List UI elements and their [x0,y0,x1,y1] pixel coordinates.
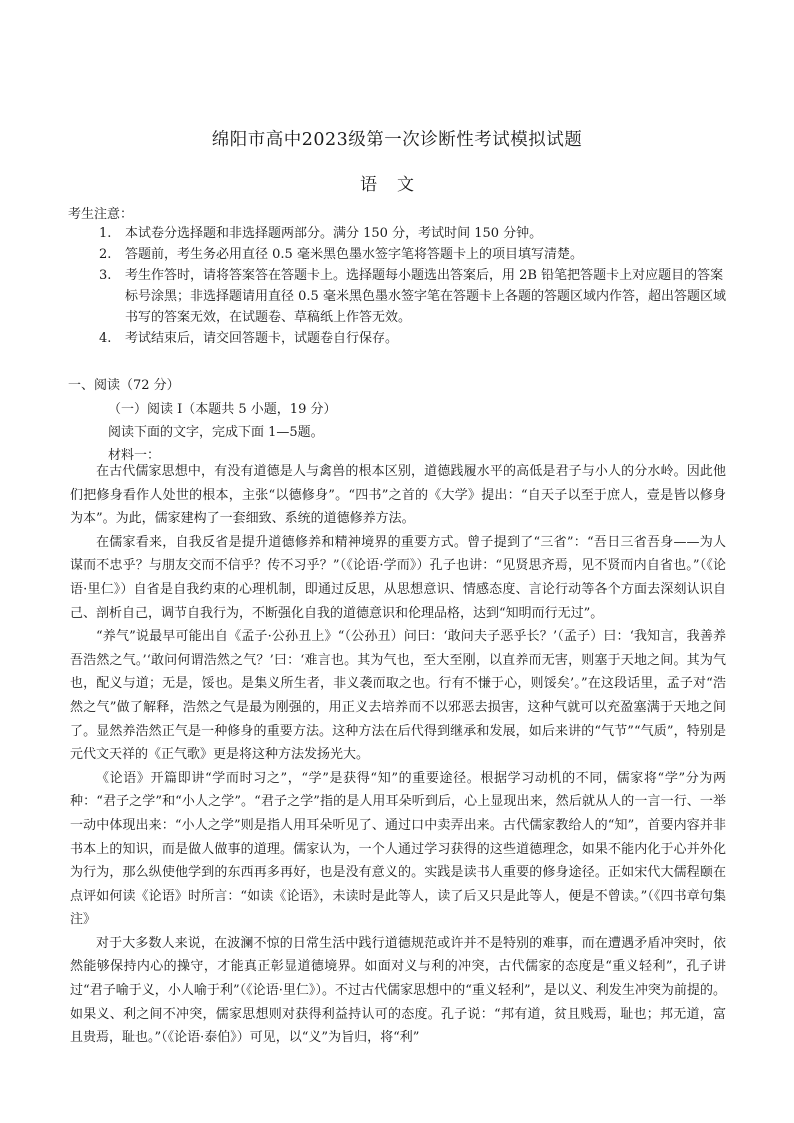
reading-instruction: 阅读下面的文字，完成下面 1—5题。 [108,425,324,440]
notice-item-text: 考试结束后，请交回答题卡，试题卷自行保存。 [125,331,399,346]
notice-item-number: 4. [99,331,112,346]
notice-item-text: 本试卷分选择题和非选择题两部分。满分 150 分，考试时间 150 分钟。 [125,226,543,241]
notice-heading: 考生注意： [68,207,134,222]
passage-paragraph: 对于大多数人来说，在波澜不惊的日常生活中践行道德规范或许并不是特别的难事，而在遭遇矛盾冲突时，依然能够保持内心的操守，才能真正彰显道德境界。如面对义与利的冲突，古代儒家的态度是“重义轻利”，孔子讲过“君子喻于义，小人喻于利”（《论语·里仁》）。不过古代儒家思想中的“重义轻利”，是以义、利发生冲突为前提的。如果义、利之间不冲突，儒家思想则对获得利益持认可的态度。孔子说：“邦有道，贫且贱焉，耻也；邦无道，富且贵焉，耻也。”（《论语·泰伯》）可见，以“义”为旨归，将“利” [70,935,726,1046]
passage-paragraph: 在儒家看来，自我反省是提升道德修养和精神境界的重要方式。曾子提到了“三省”：“吾日三省吾身——为人谋而不忠乎？与朋友交而不信乎？传不习乎？”（《论语·学而》）孔子也讲：“见贤思齐焉，见不贤而内自省也。”（《论语·里仁》）自省是自我约束的心理机制，即通过反思，从思想意识、情感态度、言论行动等各个方面去深刻认识自己、剖析自己，调节自我行为，不断强化自我的道德意识和伦理品格，达到“知明而行无过”。 [70,534,726,621]
notice-item-number: 2. [99,247,112,262]
notice-item-text: 答题前，考生务必用直径 0.5 毫米黑色墨水签字笔将答题卡上的项目填写清楚。 [125,247,583,262]
notice-item-number: 3. [99,268,112,283]
subject-title: 语文 [360,175,434,195]
passage-paragraph: 《论语》开篇即讲“学而时习之”，“学”是获得“知”的重要途径。根据学习动机的不同，儒家将“学”分为两种：“君子之学”和“小人之学”。“君子之学”指的是人用耳朵听到后，心上显现出来，然后就从人的一言一行、一举一动中体现出来：“小人之学”则是指人用耳朵听见了、通过口中卖弄出来。古代儒家教给人的“知”，首要内容并非书本上的知识，而是做人做事的道理。儒家认为，一个人通过学习获得的这些道德理念，如果不能内化于心并外化为行为，那么纵使他学到的东西再多再好，也是没有意义的。实践是读书人重要的修身途径。正如宋代大儒程颐在点评如何读《论语》时所言：“如读《论语》，未读时是此等人，读了后又只是此等人，便是不曾读。”（《四书章句集注》 [70,770,726,928]
section-heading: 一、阅读（72 分） [68,378,180,393]
material-label: 材料一： [108,448,161,463]
subsection-heading: （一）阅读 I（本题共 5 小题，19 分） [108,402,337,417]
notice-item-number: 1. [99,226,112,241]
notice-item-text: 考生作答时，请将答案答在答题卡上。选择题每小题选出答案后，用 2B 铅笔把答题卡上对应题目的答案标号涂黑；非选择题请用直径 0.5 毫米黑色墨水签字笔在答题卡上各题的答题区域内作答，超出答题区域书写的答案无效，在试题卷、草稿纸上作答无效。 [125,268,726,325]
reading-passage [70,460,726,1050]
passage-paragraph: 在古代儒家思想中，有没有道德是人与禽兽的根本区别，道德践履水平的高低是君子与小人的分水岭。因此他们把修身看作人处世的根本，主张“以德修身”。“四书”之首的《大学》提出：“自天子以至于庶人，壹是皆以修身为本”。为此，儒家建构了一套细致、系统的道德修养方法。 [70,464,726,527]
passage-paragraph: “养气”说最早可能出自《孟子·公孙丑上》“（公孙丑）问曰：‘敢问夫子恶乎长？’（孟子）曰：‘我知言，我善养吾浩然之气。’‘敢问何谓浩然之气？’曰：‘难言也。其为气也，至大至刚，以直养而无害，则塞于天地之间。其为气也，配义与道；无是，馁也。是集义所生者，非义袭而取之也。行有不慊于心，则馁矣’。”在这段话里，孟子对“浩然之气”做了解释，浩然之气是最为刚强的，用正义去培养而不以邪恶去损害，这种气就可以充盈塞满于天地之间了。显然养浩然正气是一种修身的重要方法。这种方法在后代得到继承和发展，如后来讲的“气节”“气质”，特别是元代文天祥的《正气歌》更是将这种方法发扬光大。 [70,629,726,763]
exam-title: 绵阳市高中2023级第一次诊断性考试模拟试题 [211,130,583,150]
